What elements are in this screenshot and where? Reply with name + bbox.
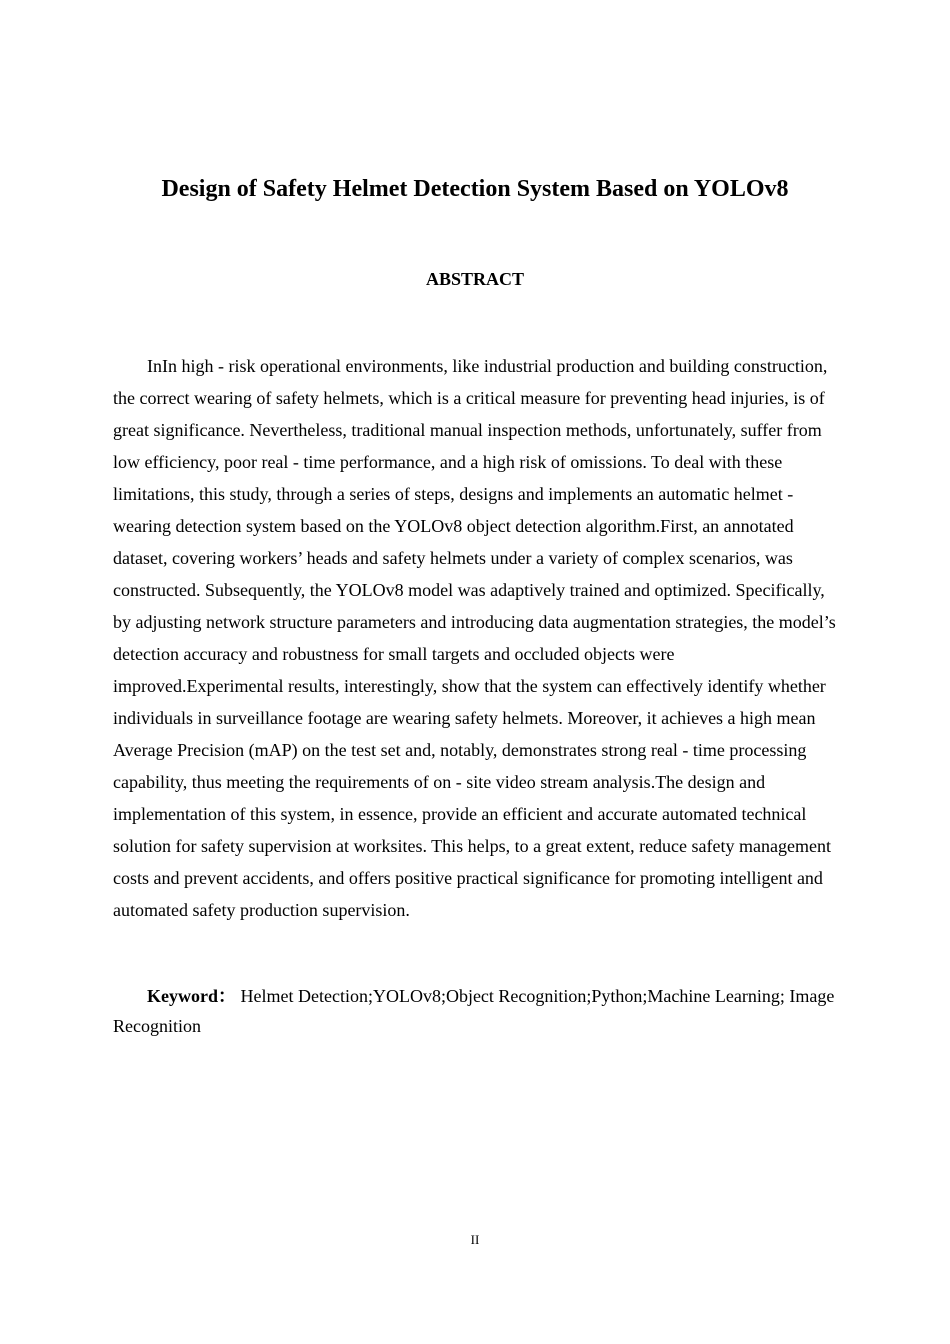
document-title: Design of Safety Helmet Detection System Based on YOLOv8 bbox=[161, 176, 789, 202]
keywords-line bbox=[113, 981, 839, 1041]
keyword-label: Keyword： bbox=[147, 986, 236, 1006]
abstract-paragraph: InIn high - risk operational environments, like industrial production and building construction, the correct wearing of safety helmets, which is a critical measure for preventing head injuries, is of great significance. Nevertheless, traditional manual inspection methods, unfortunately, suffer from low efficiency, poor real - time performance, and a high risk of omissions. To deal with these limitations, this study, through a series of steps, designs and implements an automatic helmet - wearing detection system based on the YOLOv8 object detection algorithm.First, an annotated dataset, covering workers’ heads and safety helmets under a variety of complex scenarios, was constructed. Subsequently, the YOLOv8 model was adaptively trained and optimized. Specifically, by adjusting network structure parameters and introducing data augmentation strategies, the model’s detection accuracy and robustness for small targets and occluded objects were improved.Experimental results, interestingly, show that the system can effectively identify whether individuals in surveillance footage are wearing safety helmets. Moreover, it achieves a high mean Average Precision (mAP) on the test set and, notably, demonstrates strong real - time processing capability, thus meeting the requirements of on - site video stream analysis.The design and implementation of this system, in essence, provide an efficient and accurate automated technical solution for safety supervision at worksites. This helps, to a great extent, reduce safety management costs and prevent accidents, and offers positive practical significance for promoting intelligent and automated safety production supervision. bbox=[113, 356, 836, 920]
abstract-heading: ABSTRACT bbox=[425, 269, 525, 289]
keywords-text: Helmet Detection;YOLOv8;Object Recognition;Python;Machine Learning; Image Recognition bbox=[113, 986, 835, 1036]
page-number: II bbox=[470, 1232, 480, 1247]
